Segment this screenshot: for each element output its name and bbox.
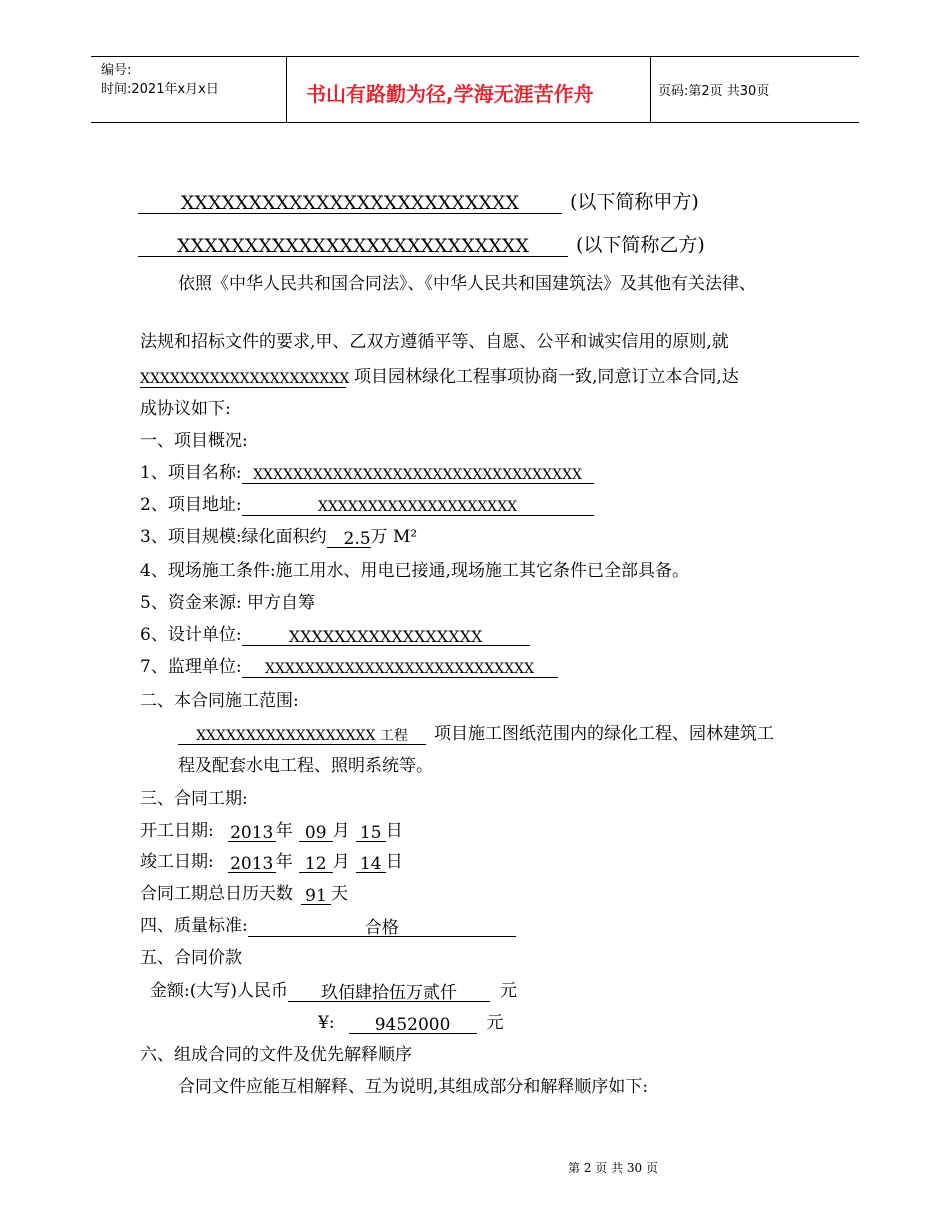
scope-fill: XXXXXXXXXXXXXXXXXX 工程 xyxy=(178,725,426,745)
amount-words: 玖佰肆拾伍万贰仟 xyxy=(288,982,490,1002)
project-scale-value: 2.5 xyxy=(327,528,371,548)
start-month-char: 月 xyxy=(332,821,350,841)
project-address-row xyxy=(140,494,594,516)
intro-project-fill: XXXXXXXXXXXXXXXXXXXXX xyxy=(140,368,346,388)
funding-source: 5、资金来源: 甲方自筹 xyxy=(140,593,315,613)
amount-label: 金额:(大写)人民币 xyxy=(150,981,288,1001)
party-a-line xyxy=(138,190,699,214)
intro-line-3 xyxy=(140,366,739,388)
intro-line-4: 成协议如下: xyxy=(140,399,231,419)
party-b-name: XXXXXXXXXXXXXXXXXXXXXXXXXX xyxy=(138,234,568,257)
quality-row xyxy=(140,915,516,937)
start-year-char: 年 xyxy=(275,821,293,841)
footer-page-number: 第 2 页 共 30 页 xyxy=(568,1161,658,1175)
amount-number: 9452000 xyxy=(349,1014,477,1034)
header-bottom-rule xyxy=(91,122,859,123)
yen-label: ¥: xyxy=(318,1013,335,1033)
quality-heading: 四、质量标准: xyxy=(140,916,248,936)
end-day-char: 日 xyxy=(385,852,403,872)
project-name-label: 1、项目名称: xyxy=(140,463,242,483)
header-divider-left xyxy=(286,56,287,123)
project-name-value: XXXXXXXXXXXXXXXXXXXXXXXXXXXXXXXXX xyxy=(242,464,594,484)
scope-line-2: 程及配套水电工程、照明系统等。 xyxy=(178,756,433,776)
end-day: 14 xyxy=(356,853,386,873)
party-a-suffix: (以下简称甲方) xyxy=(570,191,699,213)
supervision-unit-row xyxy=(140,656,558,678)
end-date-row xyxy=(140,851,403,873)
intro-line-2: 法规和招标文件的要求,甲、乙双方遵循平等、自愿、公平和诚实信用的原则,就 xyxy=(140,332,729,352)
time-label: 时间:2021年x月x日 xyxy=(101,82,219,97)
start-year: 2013 xyxy=(228,822,276,842)
end-year: 2013 xyxy=(228,853,276,873)
project-address-value: XXXXXXXXXXXXXXXXXXXX xyxy=(242,496,594,516)
end-date-label: 竣工日期: xyxy=(140,852,214,872)
supervision-unit-label: 7、监理单位: xyxy=(140,657,242,677)
start-day: 15 xyxy=(356,822,386,842)
start-date-row xyxy=(140,820,403,842)
total-days-unit: 天 xyxy=(331,884,348,904)
section-1-heading: 一、项目概况: xyxy=(140,431,248,451)
start-date-label: 开工日期: xyxy=(140,821,214,841)
project-address-label: 2、项目地址: xyxy=(140,495,242,515)
design-unit-value: XXXXXXXXXXXXXXXXX xyxy=(242,626,530,646)
yen-unit: 元 xyxy=(486,1013,504,1033)
end-month-char: 月 xyxy=(332,852,350,872)
project-scale-unit: 万 M² xyxy=(370,527,418,547)
project-scale-row xyxy=(140,526,417,548)
intro-line-3-text: 项目园林绿化工程事项协商一致,同意订立本合同,达 xyxy=(354,367,739,387)
total-days-value: 91 xyxy=(301,885,331,905)
amount-words-row xyxy=(150,980,517,1002)
amount-unit: 元 xyxy=(500,981,517,1001)
start-day-char: 日 xyxy=(385,821,403,841)
scope-text: 项目施工图纸范围内的绿化工程、园林建筑工 xyxy=(434,724,774,744)
scope-line-1 xyxy=(178,723,774,745)
section-6-heading: 六、组成合同的文件及优先解释顺序 xyxy=(140,1045,412,1065)
motto: 书山有路勤为径,学海无涯苦作舟 xyxy=(306,82,594,106)
header-top-rule xyxy=(91,56,859,57)
end-year-char: 年 xyxy=(275,852,293,872)
party-b-line xyxy=(138,233,705,257)
end-month: 12 xyxy=(299,853,333,873)
party-a-name: XXXXXXXXXXXXXXXXXXXXXXXXX xyxy=(138,191,562,214)
total-days-label: 合同工期总日历天数 xyxy=(140,884,293,904)
section-3-heading: 三、合同工期: xyxy=(140,789,248,809)
project-name-row xyxy=(140,462,594,484)
design-unit-row xyxy=(140,624,530,646)
intro-line-1: 依照《中华人民共和国合同法》、《中华人民共和国建筑法》及其他有关法律、 xyxy=(178,274,756,294)
section-5-heading: 五、合同价款 xyxy=(140,948,242,968)
start-month: 09 xyxy=(299,822,333,842)
party-b-suffix: (以下简称乙方) xyxy=(576,234,705,256)
quality-value: 合格 xyxy=(248,917,516,937)
project-scale-label: 3、项目规模:绿化面积约 xyxy=(140,527,327,547)
header-page-label: 页码:第2页 共30页 xyxy=(658,84,770,99)
amount-number-row xyxy=(318,1012,504,1034)
header-divider-right xyxy=(650,56,651,123)
total-days-row xyxy=(140,883,348,905)
supervision-unit-value: XXXXXXXXXXXXXXXXXXXXXXXXXXX xyxy=(242,658,558,678)
section-2-heading: 二、本合同施工范围: xyxy=(140,691,299,711)
design-unit-label: 6、设计单位: xyxy=(140,625,242,645)
section-6-text: 合同文件应能互相解释、互为说明,其组成部分和解释顺序如下: xyxy=(178,1077,649,1097)
site-conditions: 4、现场施工条件:施工用水、用电已接通,现场施工其它条件已全部具备。 xyxy=(140,561,689,581)
number-label: 编号: xyxy=(101,63,132,78)
